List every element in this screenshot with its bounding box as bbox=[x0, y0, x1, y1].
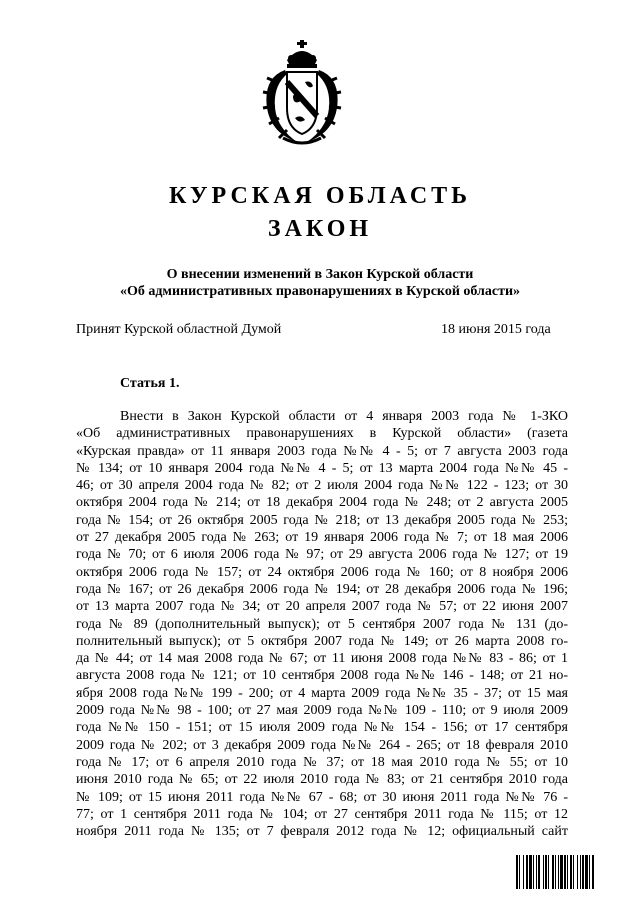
article-body bbox=[76, 408, 568, 840]
body-line: Внести в Закон Курской области от 4 января 2003 года № 1-ЗКО bbox=[120, 409, 568, 424]
barcode-icon bbox=[516, 855, 616, 889]
body-line: полнительный выпуск); от 5 октября 2007 года № 149; от 26 марта 2008 го- bbox=[76, 633, 568, 649]
article-heading: Статья 1. bbox=[120, 376, 180, 391]
region-title: КУРСКАЯ ОБЛАСТЬ bbox=[168, 183, 472, 209]
subtitle-line-2: «Об административных правонарушениях в Курской области» bbox=[119, 284, 521, 299]
body-line: октября 2006 года № 157; от 24 октября 2006 года № 160; от 8 ноября 2006 bbox=[76, 564, 568, 580]
body-line: 46; от 30 апреля 2004 года № 82; от 2 июля 2004 года №№ 122 - 123; от 30 bbox=[76, 478, 568, 494]
document-type-title: ЗАКОН bbox=[267, 216, 373, 242]
body-line: ноября 2011 года № 135; от 7 февраля 2012 года № 12; официальный сайт bbox=[76, 824, 568, 840]
body-line: 77; от 1 сентября 2011 года № 104; от 27 сентября 2011 года № 115; от 12 bbox=[76, 806, 568, 822]
body-line: октября 2004 года № 214; от 18 декабря 2004 года № 248; от 2 августа 2005 bbox=[76, 495, 568, 511]
body-line: года № 154; от 26 октября 2005 года № 218; от 13 декабря 2005 года № 253; bbox=[76, 512, 568, 528]
adoption-date: 18 июня 2015 года bbox=[441, 322, 551, 337]
body-line: года №№ 150 - 151; от 15 июля 2009 года №№ 154 - 156; от 17 сентября bbox=[76, 720, 568, 736]
body-line: «Курская правда» от 11 января 2003 года №№ 4 - 5; от 7 августа 2003 года bbox=[76, 443, 568, 459]
coat-of-arms-icon bbox=[257, 38, 347, 148]
body-line: № 134; от 10 января 2004 года №№ 4 - 5; от 13 марта 2004 года №№ 45 - bbox=[76, 460, 568, 476]
body-line: года № 17; от 6 апреля 2010 года № 37; от 18 мая 2010 года № 55; от 10 bbox=[76, 754, 568, 770]
body-line: года № 89 (дополнительный выпуск); от 5 сентября 2007 года № 131 (до- bbox=[76, 616, 568, 632]
body-line: № 109; от 15 июня 2011 года №№ 67 - 68; от 30 июня 2011 года №№ 76 - bbox=[76, 789, 568, 805]
body-line: «Об административных правонарушениях в Курской области» (газета bbox=[76, 426, 568, 442]
body-line: июня 2010 года № 65; от 22 июля 2010 года № 83; от 21 сентября 2010 года bbox=[76, 772, 568, 788]
body-line: 2009 года № 202; от 3 декабря 2009 года №№ 264 - 265; от 18 февраля 2010 bbox=[76, 737, 568, 753]
body-line: от 13 марта 2007 года № 34; от 20 апреля 2007 года № 57; от 22 июня 2007 bbox=[76, 599, 568, 615]
body-line: года № 70; от 6 июля 2006 года № 97; от 29 августа 2006 года № 127; от 19 bbox=[76, 547, 568, 563]
body-line: 2009 года №№ 98 - 100; от 27 мая 2009 года №№ 109 - 110; от 9 июля 2009 bbox=[76, 703, 568, 719]
body-line: да № 44; от 14 мая 2008 года № 67; от 11 июня 2008 года №№ 83 - 86; от 1 bbox=[76, 651, 568, 667]
adopted-by: Принят Курской областной Думой bbox=[76, 322, 282, 337]
law-subtitle bbox=[60, 266, 580, 300]
body-line: ября 2008 года №№ 199 - 200; от 4 марта 2009 года №№ 35 - 37; от 15 мая bbox=[76, 685, 568, 701]
subtitle-line-1: О внесении изменений в Закон Курской области bbox=[166, 267, 474, 282]
body-line: от 27 декабря 2005 года № 263; от 19 января 2006 года № 7; от 18 мая 2006 bbox=[76, 530, 568, 546]
body-line: августа 2008 года № 121; от 10 сентября 2008 года №№ 146 - 148; от 21 но- bbox=[76, 668, 568, 684]
body-line: года № 167; от 26 декабря 2006 года № 194; от 28 декабря 2006 года № 196; bbox=[76, 581, 568, 597]
